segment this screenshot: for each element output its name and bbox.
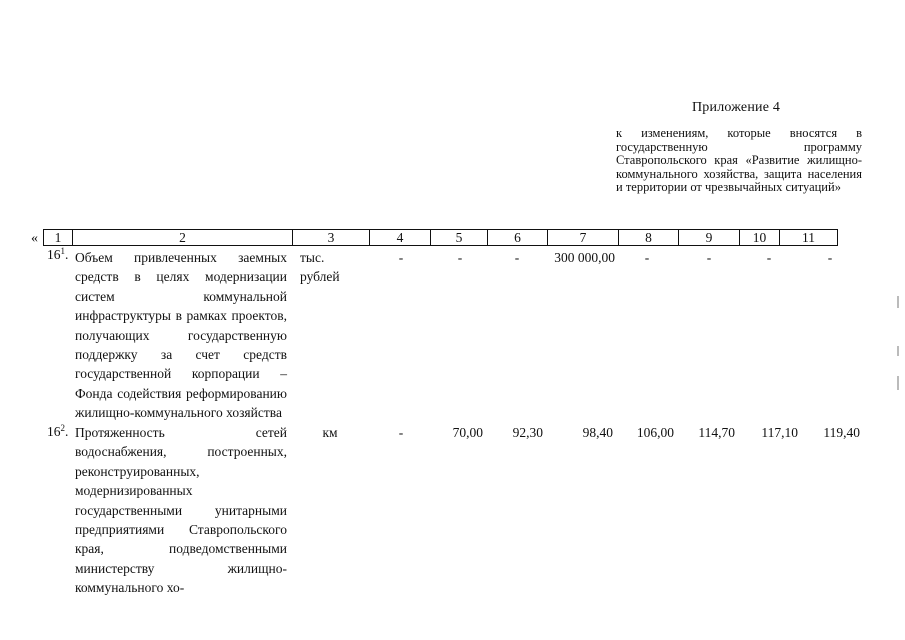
column-header: 8: [619, 230, 679, 246]
column-header: 6: [488, 230, 548, 246]
column-header: 3: [293, 230, 370, 246]
value-cell: 106,00: [636, 425, 674, 440]
value-cell: 119,40: [823, 425, 860, 440]
row-description: Протяженность сетей водоснабжения, построенных, реконструированных, модернизированных государственными унитарными предприятиями Ставропольского края, подведомственными министерству жилищно-коммунального хо-: [75, 425, 287, 596]
scan-mark: [897, 376, 899, 390]
header-row: [44, 230, 838, 246]
scan-mark: [897, 346, 899, 356]
unit-cell: км: [322, 425, 338, 440]
column-header: 1: [44, 230, 73, 246]
value-cell: -: [766, 250, 772, 265]
scan-mark: [897, 296, 899, 308]
value-cell: -: [398, 425, 404, 440]
value-cell: 70,00: [452, 425, 483, 440]
opening-quote: «: [31, 231, 38, 246]
column-header: 7: [548, 230, 619, 246]
value-cell: -: [827, 250, 833, 265]
value-cell: 114,70: [698, 425, 735, 440]
value-cell: 98,40: [582, 425, 613, 440]
value-cell: -: [457, 250, 463, 265]
value-cell: 300 000,00: [554, 250, 615, 265]
column-header: 9: [679, 230, 740, 246]
value-cell: -: [398, 250, 404, 265]
appendix-title: Приложение 4: [692, 100, 781, 115]
value-cell: -: [644, 250, 650, 265]
column-header: 11: [780, 230, 838, 246]
column-header: 2: [73, 230, 293, 246]
column-header: 5: [431, 230, 488, 246]
row-description: Объем привлеченных заемных средств в целях модернизации систем коммунальной инфраструктуры в рамках проектов, получающих государственную поддержку за счет средств государственной корпорации – Фонда содействия реформированию жилищно-коммунального хозяйства: [75, 250, 287, 421]
row-number: $16^2$.: [47, 423, 69, 439]
value-cell: 117,10: [761, 425, 798, 440]
column-number-header: [43, 229, 838, 246]
value-cell: -: [706, 250, 712, 265]
value-cell: -: [514, 250, 520, 265]
row-number: $16^1$.: [47, 246, 69, 262]
appendix-note: к изменениям, которые вносятся в государственную программу Ставропольского края «Развитие жилищно-коммунального хозяйства, защита населения и территории от чрезвычайных ситуаций»: [616, 126, 862, 194]
unit-cell: тыс. рублей: [300, 250, 340, 284]
column-header: 4: [370, 230, 431, 246]
column-header: 10: [740, 230, 780, 246]
value-cell: 92,30: [512, 425, 543, 440]
